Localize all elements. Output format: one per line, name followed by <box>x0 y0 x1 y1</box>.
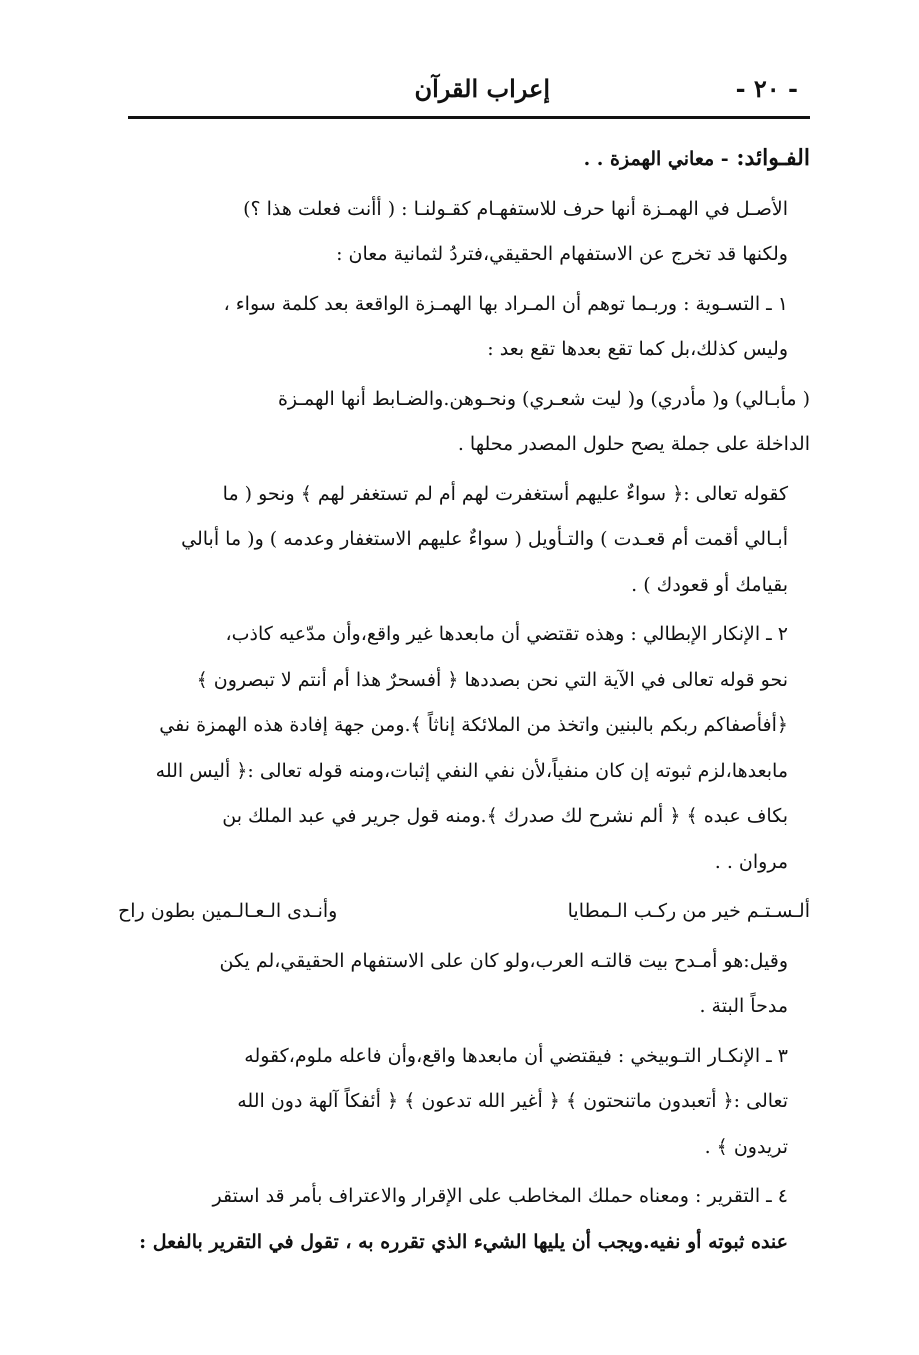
paragraph-item-1-cont <box>118 377 810 468</box>
page-body <box>118 136 810 1269</box>
section-heading-text: - معاني الهمزة . . <box>583 148 729 170</box>
poetry-verse <box>118 889 810 935</box>
paragraph-item-2 <box>118 612 810 885</box>
text-line: مروان . . <box>714 850 788 873</box>
paragraph-item-1-example <box>118 472 810 609</box>
text-line: أبـالي أقمت أم قعـدت ) والتـأويل ( سواءٌ عليهم الاستغفار وعدمه ) و( ما أبالي <box>181 528 788 550</box>
text-line: مابعدها،لزم ثبوته إن كان منفياً،لأن نفي النفي إثبات،ومنه قوله تعالى :﴿ أليس الله <box>155 759 788 782</box>
text-line: وقيل:هو أمـدح بيت قالتـه العرب،ولو كان على الاستفهام الحقيقي،لم يكن <box>219 949 788 972</box>
text-line: ( مأبـالي) و( مأدري) و( ليت شعـري) ونحـوهن.والضـابط أنها الهمـزة <box>277 387 810 410</box>
text-line: ﴿أفأصفاكم ربكم بالبنين واتخذ من الملائكة إناثاً ﴾.ومن جهة إفادة هذه الهمزة نفي <box>159 714 788 736</box>
text-line: كقوله تعالى :﴿ سواءٌ عليهم أستغفرت لهم أم لم تستغفر لهم ﴾ ونحو ( ما <box>222 482 788 505</box>
text-line: ٤ ـ التقرير : ومعناه حملك المخاطب على الإقرار والاعتراف بأمر قد استقر <box>212 1185 788 1207</box>
paragraph-item-1 <box>118 282 810 373</box>
text-line: ولكنها قد تخرج عن الاستفهام الحقيقي،فتردُ لثمانية معان : <box>336 243 788 265</box>
text-line: ٣ ـ الإنكـار التـوبيخي : فيقتضي أن مابعدها واقع،وأن فاعله ملوم،كقوله <box>244 1044 788 1067</box>
running-title: إعراب القرآن <box>414 74 550 103</box>
text-line: ٢ ـ الإنكار الإبطالي : وهذه تقتضي أن مابعدها غير واقع،وأن مدّعيه كاذب، <box>225 623 788 645</box>
paragraph-item-3 <box>118 1034 810 1171</box>
section-heading <box>118 136 810 183</box>
text-line: تعالى :﴿ أتعبدون ماتنحتون ﴾ ﴿ أغير الله تدعون ﴾ ﴿ أئفكاً آلهة دون الله <box>237 1090 788 1112</box>
text-line: مدحاً البتة . <box>699 995 788 1017</box>
verse-first-hemistich: ألـسـتـم خير من ركـب الـمطايا <box>567 900 810 922</box>
section-heading-label: الفـوائد: <box>728 145 810 171</box>
text-line: بقيامك أو قعودك ) . <box>631 573 788 596</box>
page-header <box>128 72 810 116</box>
text-line: الأصـل في الهمـزة أنها حرف للاستفهـام كقـولنـا : ( أأنت فعلت هذا ؟) <box>243 197 788 220</box>
header-rule <box>128 116 810 119</box>
page-number: - ٢٠ - <box>735 74 798 103</box>
text-line: ١ ـ التسـوية : وربـما توهم أن المـراد بها الهمـزة الواقعة بعد كلمة سواء ، <box>223 292 788 315</box>
text-line: عنده ثبوته أو نفيه.ويجب أن يليها الشيء الذي تقرره به ، تقول في التقرير بالفعل : <box>139 1230 788 1253</box>
text-line: وليس كذلك،بل كما تقع بعدها تقع بعد : <box>487 338 788 360</box>
text-line: تريدون ﴾ . <box>704 1135 788 1158</box>
verse-second-hemistich: وأنـدى الـعـالـمين بطون راح <box>118 900 338 922</box>
intro-paragraph <box>118 187 810 278</box>
paragraph-item-4 <box>118 1174 810 1265</box>
paragraph-item-2-comment <box>118 939 810 1030</box>
text-line: بكاف عبده ﴾ ﴿ ألم نشرح لك صدرك ﴾.ومنه قول جرير في عبد الملك بن <box>222 805 788 827</box>
text-line: نحو قوله تعالى في الآية التي نحن بصددها ﴿ أفسحرٌ هذا أم أنتم لا تبصرون ﴾ <box>196 668 788 691</box>
text-line: الداخلة على جملة يصح حلول المصدر محلها . <box>457 433 810 455</box>
